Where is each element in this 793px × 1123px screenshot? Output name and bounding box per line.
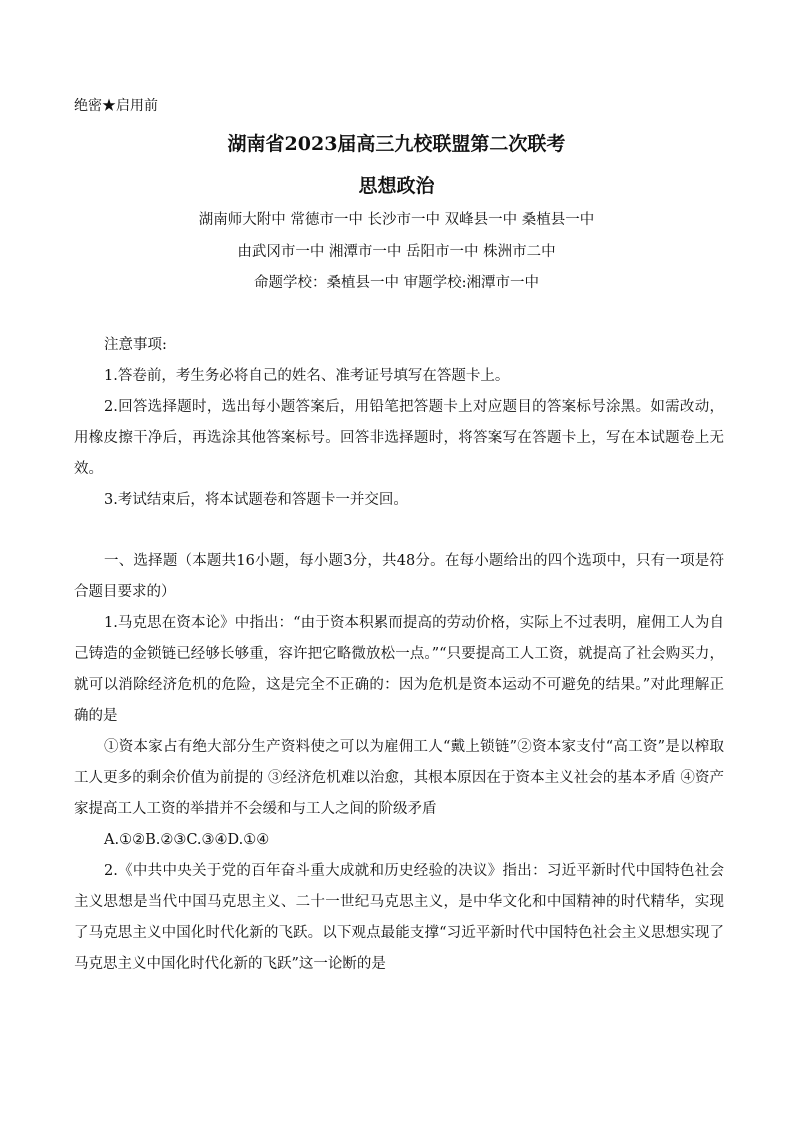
exam-body [74,330,724,980]
question-1-stem: 1.马克思在资本论》中指出：“由于资本积累而提高的劳动价格，实际上不过表明，雇佣工人为自己铸造的金锁链已经够长够重，容许把它略微放松一点。”“只要提高工人工资，就提高了社会购买力，就可以消除经济危机的危险，这是完全不正确的：因为危机是资本运动不可避免的结果。”对此理解正确的是 [74,615,724,724]
section-gap [74,516,724,546]
notice-heading: 注意事项: [104,337,167,353]
notice-item-1: 1.答卷前，考生务必将自己的姓名、准考证号填写在答题卡上。 [104,368,510,384]
subject-title: 思想政治 [358,175,435,197]
schools-line-2: 由武冈市一中 湘潭市一中 岳阳市一中 株洲市二中 [237,244,556,260]
schools-line-1: 湖南师大附中 常德市一中 长沙市一中 双峰县一中 桑植县一中 [198,212,595,228]
secret-mark: 绝密★启用前 [74,98,158,114]
question-2-stem: 2.《中共中央关于党的百年奋斗重大成就和历史经验的决议》指出：习近平新时代中国特色社会主义思想是当代中国马克思主义、二十一世纪马克思主义，是中华文化和中国精神的时代精华，实现了马克思主义中国化时代化新的飞跃。以下观点最能支撑“习近平新时代中国特色社会主义思想实现了马克思主义中国化时代化新的飞跃”这一论断的是 [74,863,724,972]
schools-line-3: 命题学校：桑植县一中 审题学校:湘潭市一中 [254,275,539,291]
exam-title: 湖南省2023届高三九校联盟第二次联考 [227,133,566,155]
question-1-statements: ①资本家占有绝大部分生产资料使之可以为雇佣工人“戴上锁链”②资本家支付“高工资”是以榨取工人更多的剩余价值为前提的 ③经济危机难以治愈，其根本原因在于资本主义社会的基本矛盾 ④资产家提高工人工资的举措并不会缓和与工人之间的阶级矛盾 [74,739,724,817]
section-1-heading: 一、选择题（本题共16小题，每小题3分，共48分。在每小题给出的四个选项中，只有一项是符合题目要求的） [74,553,724,600]
notice-item-2: 2.回答选择题时，选出每小题答案后，用铅笔把答题卡上对应题目的答案标号涂黑。如需改动，用橡皮擦干净后，再选涂其他答案标号。回答非选择题时，将答案写在答题卡上，写在本试题卷上无效。 [74,399,724,477]
question-1-options: A.①②B.②③C.③④D.①④ [104,832,270,848]
notice-item-3: 3.考试结束后，将本试题卷和答题卡一并交回。 [104,492,408,508]
